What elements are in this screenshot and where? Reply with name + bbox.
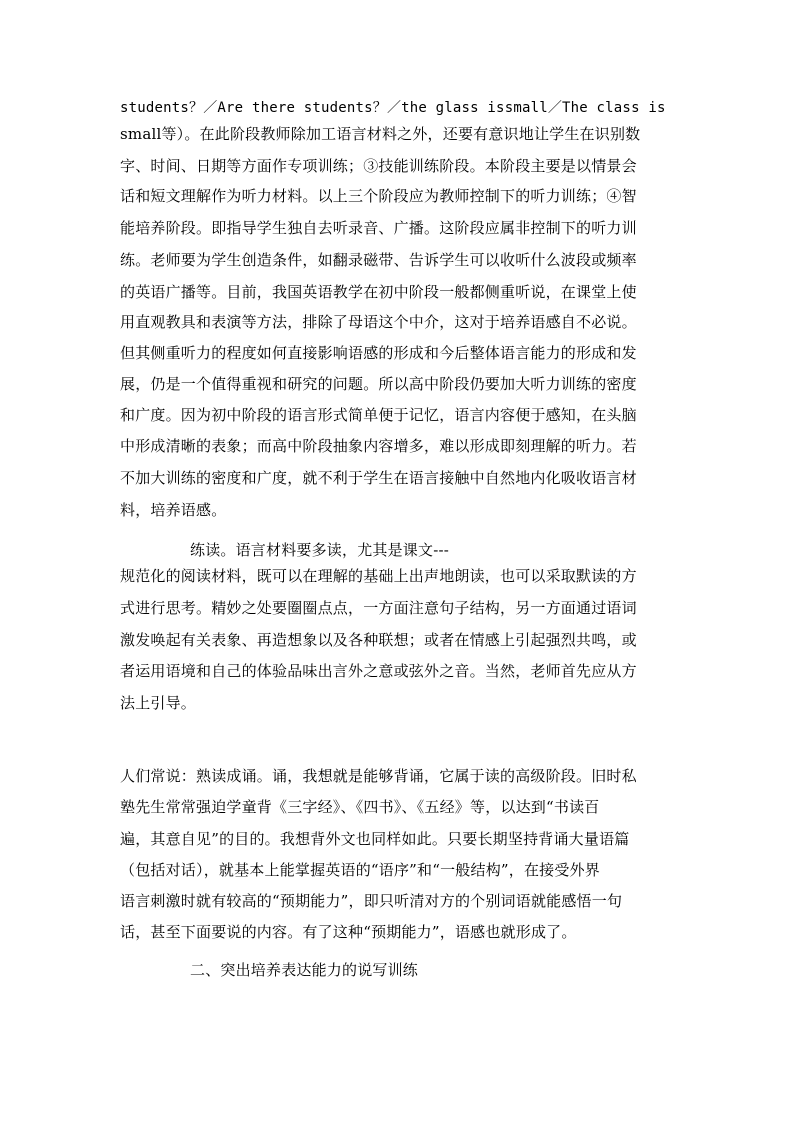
- text-line: 法上引导。: [120, 694, 197, 712]
- text-line: 展，仍是一个值得重视和研究的问题。所以高中阶段仍要加大听力训练的密度: [120, 375, 637, 393]
- text-line: 人们常说：熟读成诵。诵，我想就是能够背诵，它属于读的高级阶段。旧时私: [120, 767, 637, 785]
- text-line: 者运用语境和自己的体验品味出言外之意或弦外之音。当然，老师首先应从方: [120, 662, 637, 680]
- text-line: small等）。在此阶段教师除加工语言材料之外，还要有意识地让学生在识别数: [120, 125, 641, 143]
- text-line: 的英语广播等。目前，我国英语教学在初中阶段一般都侧重听说，在课堂上使: [120, 283, 637, 301]
- text-line: 但其侧重听力的程度如何直接影响语感的形成和今后整体语言能力的形成和发: [120, 344, 637, 362]
- text-line: （包括对话），就基本上能掌握英语的“语序”和“一般结构”，在接受外界: [120, 861, 600, 879]
- text-line: 式进行思考。精妙之处要圈圈点点，一方面注意句子结构，另一方面通过语词: [120, 599, 637, 617]
- section-heading: 二、突出培养表达能力的说写训练: [190, 961, 419, 979]
- text-line: 中形成清晰的表象；而高中阶段抽象内容增多，难以形成即刻理解的听力。若: [120, 437, 637, 455]
- text-line: students？／Are there students？／the glass issmall／The class is: [120, 100, 666, 116]
- text-line: 字、时间、日期等方面作专项训练；③技能训练阶段。本阶段主要是以情景会: [120, 157, 637, 175]
- text-line: 语言刺激时就有较高的“预期能力”，即只听清对方的个别词语就能感悟一句: [120, 892, 623, 910]
- text-line: 塾先生常常强迫学童背《三字经》、《四书》、《五经》等，以达到“书读百: [120, 798, 600, 816]
- text-line: 用直观教具和表演等方法，排除了母语这个中介，这对于培养语感自不必说。: [120, 313, 637, 331]
- text-line: 话和短文理解作为听力材料。以上三个阶段应为教师控制下的听力训练；④智: [120, 187, 637, 205]
- text-line: 不加大训练的密度和广度，就不利于学生在语言接触中自然地内化吸收语言材: [120, 469, 637, 487]
- text-line: 和广度。因为初中阶段的语言形式简单便于记忆，语言内容便于感知，在头脑: [120, 406, 637, 424]
- text-line: 激发唤起有关表象、再造想象以及各种联想；或者在情感上引起强烈共鸣，或: [120, 631, 637, 649]
- text-line: 规范化的阅读材料，既可以在理解的基础上出声地朗读，也可以采取默读的方: [120, 567, 637, 585]
- text-line: 能培养阶段。即指导学生独自去听录音、广播。这阶段应属非控制下的听力训: [120, 219, 637, 237]
- text-line: 料，培养语感。: [120, 501, 227, 519]
- text-line: 遍，其意自见”的目的。我想背外文也同样如此。只要长期坚持背诵大量语篇: [120, 830, 630, 848]
- text-line: 练。老师要为学生创造条件，如翻录磁带、告诉学生可以收听什么波段或频率: [120, 251, 637, 269]
- text-line: 话，甚至下面要说的内容。有了这种“预期能力”，语感也就形成了。: [120, 923, 577, 941]
- text-line: 练读。语言材料要多读，尤其是课文---: [190, 541, 450, 559]
